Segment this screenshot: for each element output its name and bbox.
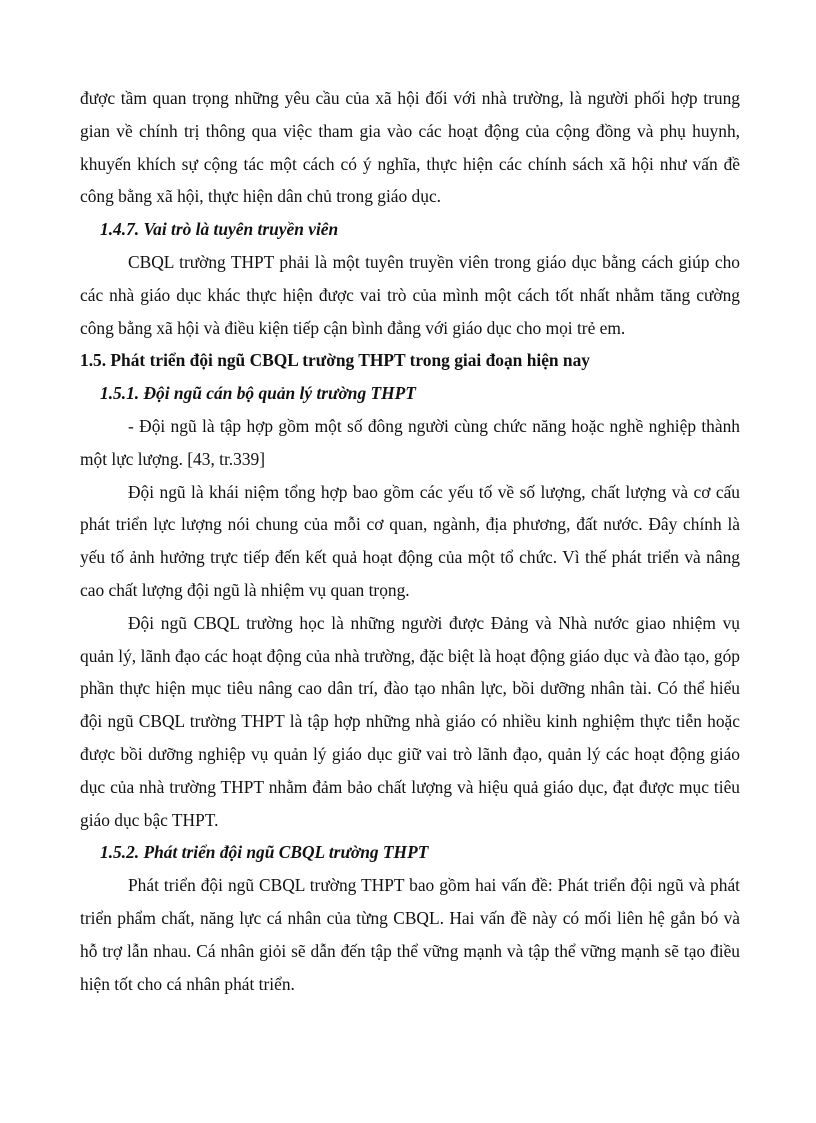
document-page bbox=[80, 82, 740, 1000]
section-heading-1-4-7: 1.4.7. Vai trò là tuyên truyền viên bbox=[100, 219, 339, 240]
paragraph-intro-continuation: được tầm quan trọng những yêu cầu của xã hội đối với nhà trường, là người phối hợp trung gian về chính trị thông qua việc tham gia vào các hoạt động của cộng đồng và phụ huynh, khuyến khích sự cộng tác một cách có ý nghĩa, thực hiện các chính sách xã hội như vấn đề công bằng xã hội, thực hiện dân chủ trong giáo dục. bbox=[80, 88, 740, 207]
section-heading-1-5-1: 1.5.1. Đội ngũ cán bộ quản lý trường THPT bbox=[100, 383, 416, 404]
section-heading-1-5: 1.5. Phát triển đội ngũ CBQL trường THPT trong giai đoạn hiện nay bbox=[80, 350, 590, 371]
paragraph-team-definition: - Đội ngũ là tập hợp gồm một số đông người cùng chức năng hoặc nghề nghiệp thành một lực lượng. [43, tr.339] bbox=[80, 415, 740, 469]
paragraph-team-concept: Đội ngũ là khái niệm tổng hợp bao gồm các yếu tố về số lượng, chất lượng và cơ cấu phát triển lực lượng nói chung của mỗi cơ quan, ngành, địa phương, đất nước. Đây chính là yếu tố ảnh hưởng trực tiếp đến kết quả hoạt động của một tổ chức. Vì thế phát triển và nâng cao chất lượng đội ngũ là nhiệm vụ quan trọng. bbox=[80, 481, 740, 600]
paragraph-propagandist-role: CBQL trường THPT phải là một tuyên truyền viên trong giáo dục bằng cách giúp cho các nhà giáo dục khác thực hiện được vai trò của mình một cách tốt nhất nhằm tăng cường công bằng xã hội và điều kiện tiếp cận bình đẳng với giáo dục cho mọi trẻ em. bbox=[80, 251, 740, 338]
paragraph-team-development: Phát triển đội ngũ CBQL trường THPT bao gồm hai vấn đề: Phát triển đội ngũ và phát triển phẩm chất, năng lực cá nhân của từng CBQL. Hai vấn đề này có mối liên hệ gắn bó và hỗ trợ lẫn nhau. Cá nhân giỏi sẽ dẫn đến tập thể vững mạnh và tập thể vững mạnh sẽ tạo điều hiện tốt cho cá nhân phát triển. bbox=[80, 875, 740, 994]
section-heading-1-5-2: 1.5.2. Phát triển đội ngũ CBQL trường THPT bbox=[100, 842, 429, 863]
paragraph-school-managers: Đội ngũ CBQL trường học là những người được Đảng và Nhà nước giao nhiệm vụ quản lý, lãnh đạo các hoạt động của nhà trường, đặc biệt là hoạt động giáo dục và đào tạo, góp phần thực hiện mục tiêu nâng cao dân trí, đào tạo nhân lực, bồi dưỡng nhân tài. Có thể hiểu đội ngũ CBQL trường THPT là tập hợp những nhà giáo có nhiều kinh nghiệm thực tiễn hoặc được bồi dưỡng nghiệp vụ quản lý giáo dục giữ vai trò lãnh đạo, quản lý các hoạt động giáo dục của nhà trường THPT nhằm đảm bảo chất lượng và hiệu quả giáo dục, đạt được mục tiêu giáo dục bậc THPT. bbox=[80, 612, 740, 830]
